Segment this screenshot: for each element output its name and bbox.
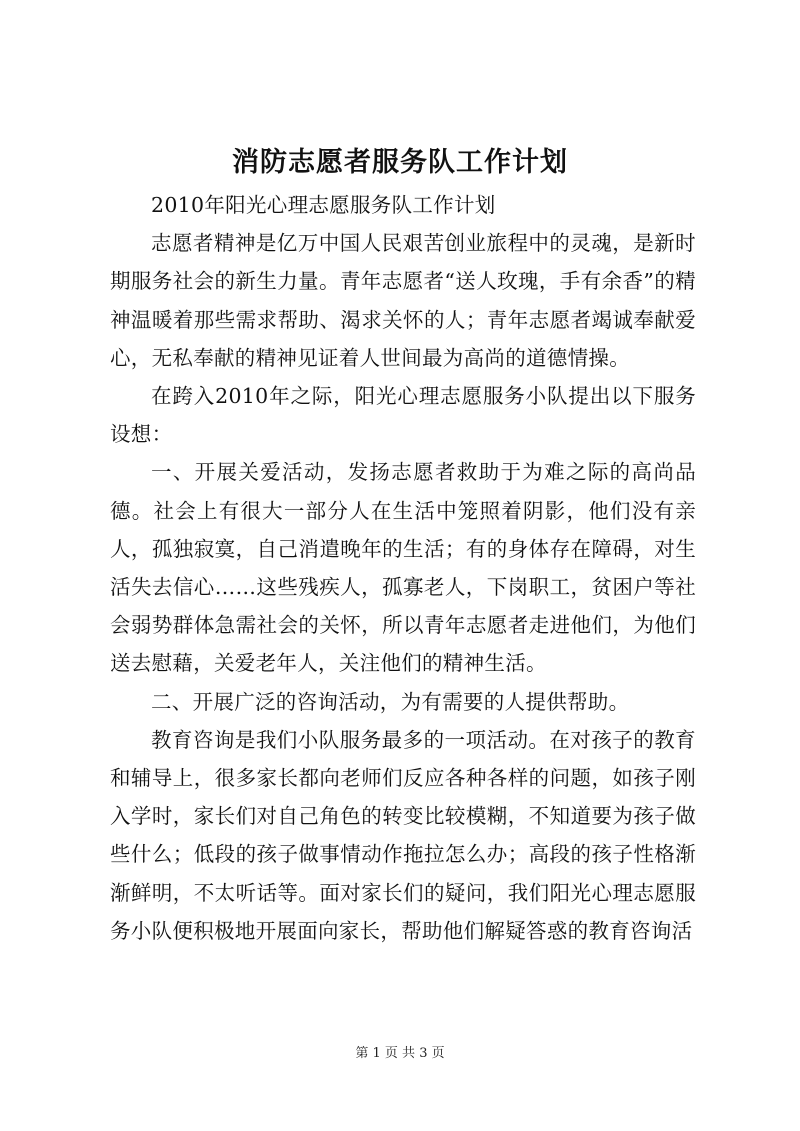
- paragraph-education-consulting: 教育咨询是我们小队服务最多的一项活动。在对孩子的教育和辅导上，很多家长都向老师们反应各种各样的问题，如孩子刚入学时，家长们对自己角色的转变比较模糊，不知道要为孩子做些什么；低段的孩子做事情动作拖拉怎么办；高段的孩子性格渐渐鲜明，不太听话等。面对家长们的疑问，我们阳光心理志愿服务小队便积极地开展面向家长，帮助他们解疑答惑的教育咨询活: [110, 727, 696, 943]
- document-title: 消防志愿者服务队工作计划: [232, 147, 568, 178]
- paragraph-subtitle: 2010年阳光心理志愿服务队工作计划: [151, 193, 496, 217]
- paragraph-care-activities: 一、开展关爱活动，发扬志愿者救助于为难之际的高尚品德。社会上有很大一部分人在生活中笼照着阴影，他们没有亲人，孤独寂寞，自己消遣晚年的生活；有的身体存在障碍，对生活失去信心……这些残疾人，孤寡老人，下岗职工，贫困户等社会弱势群体急需社会的关怀，所以青年志愿者走进他们，为他们送去慰藉，关爱老年人，关注他们的精神生活。: [110, 460, 696, 676]
- document-body: [110, 186, 696, 950]
- paragraph-service-plan-intro: 在跨入2010年之际，阳光心理志愿服务小队提出以下服务设想：: [110, 384, 696, 447]
- page-footer: 第 1 页 共 3 页: [355, 1046, 445, 1061]
- paragraph-volunteer-spirit: 志愿者精神是亿万中国人民艰苦创业旅程中的灵魂，是新时期服务社会的新生力量。青年志愿者“送人玫瑰，手有余香”的精神温暖着那些需求帮助、渴求关怀的人；青年志愿者竭诚奉献爱心，无私奉献的精神见证着人世间最为高尚的道德情操。: [110, 231, 696, 370]
- paragraph-consulting-heading: 二、开展广泛的咨询活动，为有需要的人提供帮助。: [151, 689, 630, 714]
